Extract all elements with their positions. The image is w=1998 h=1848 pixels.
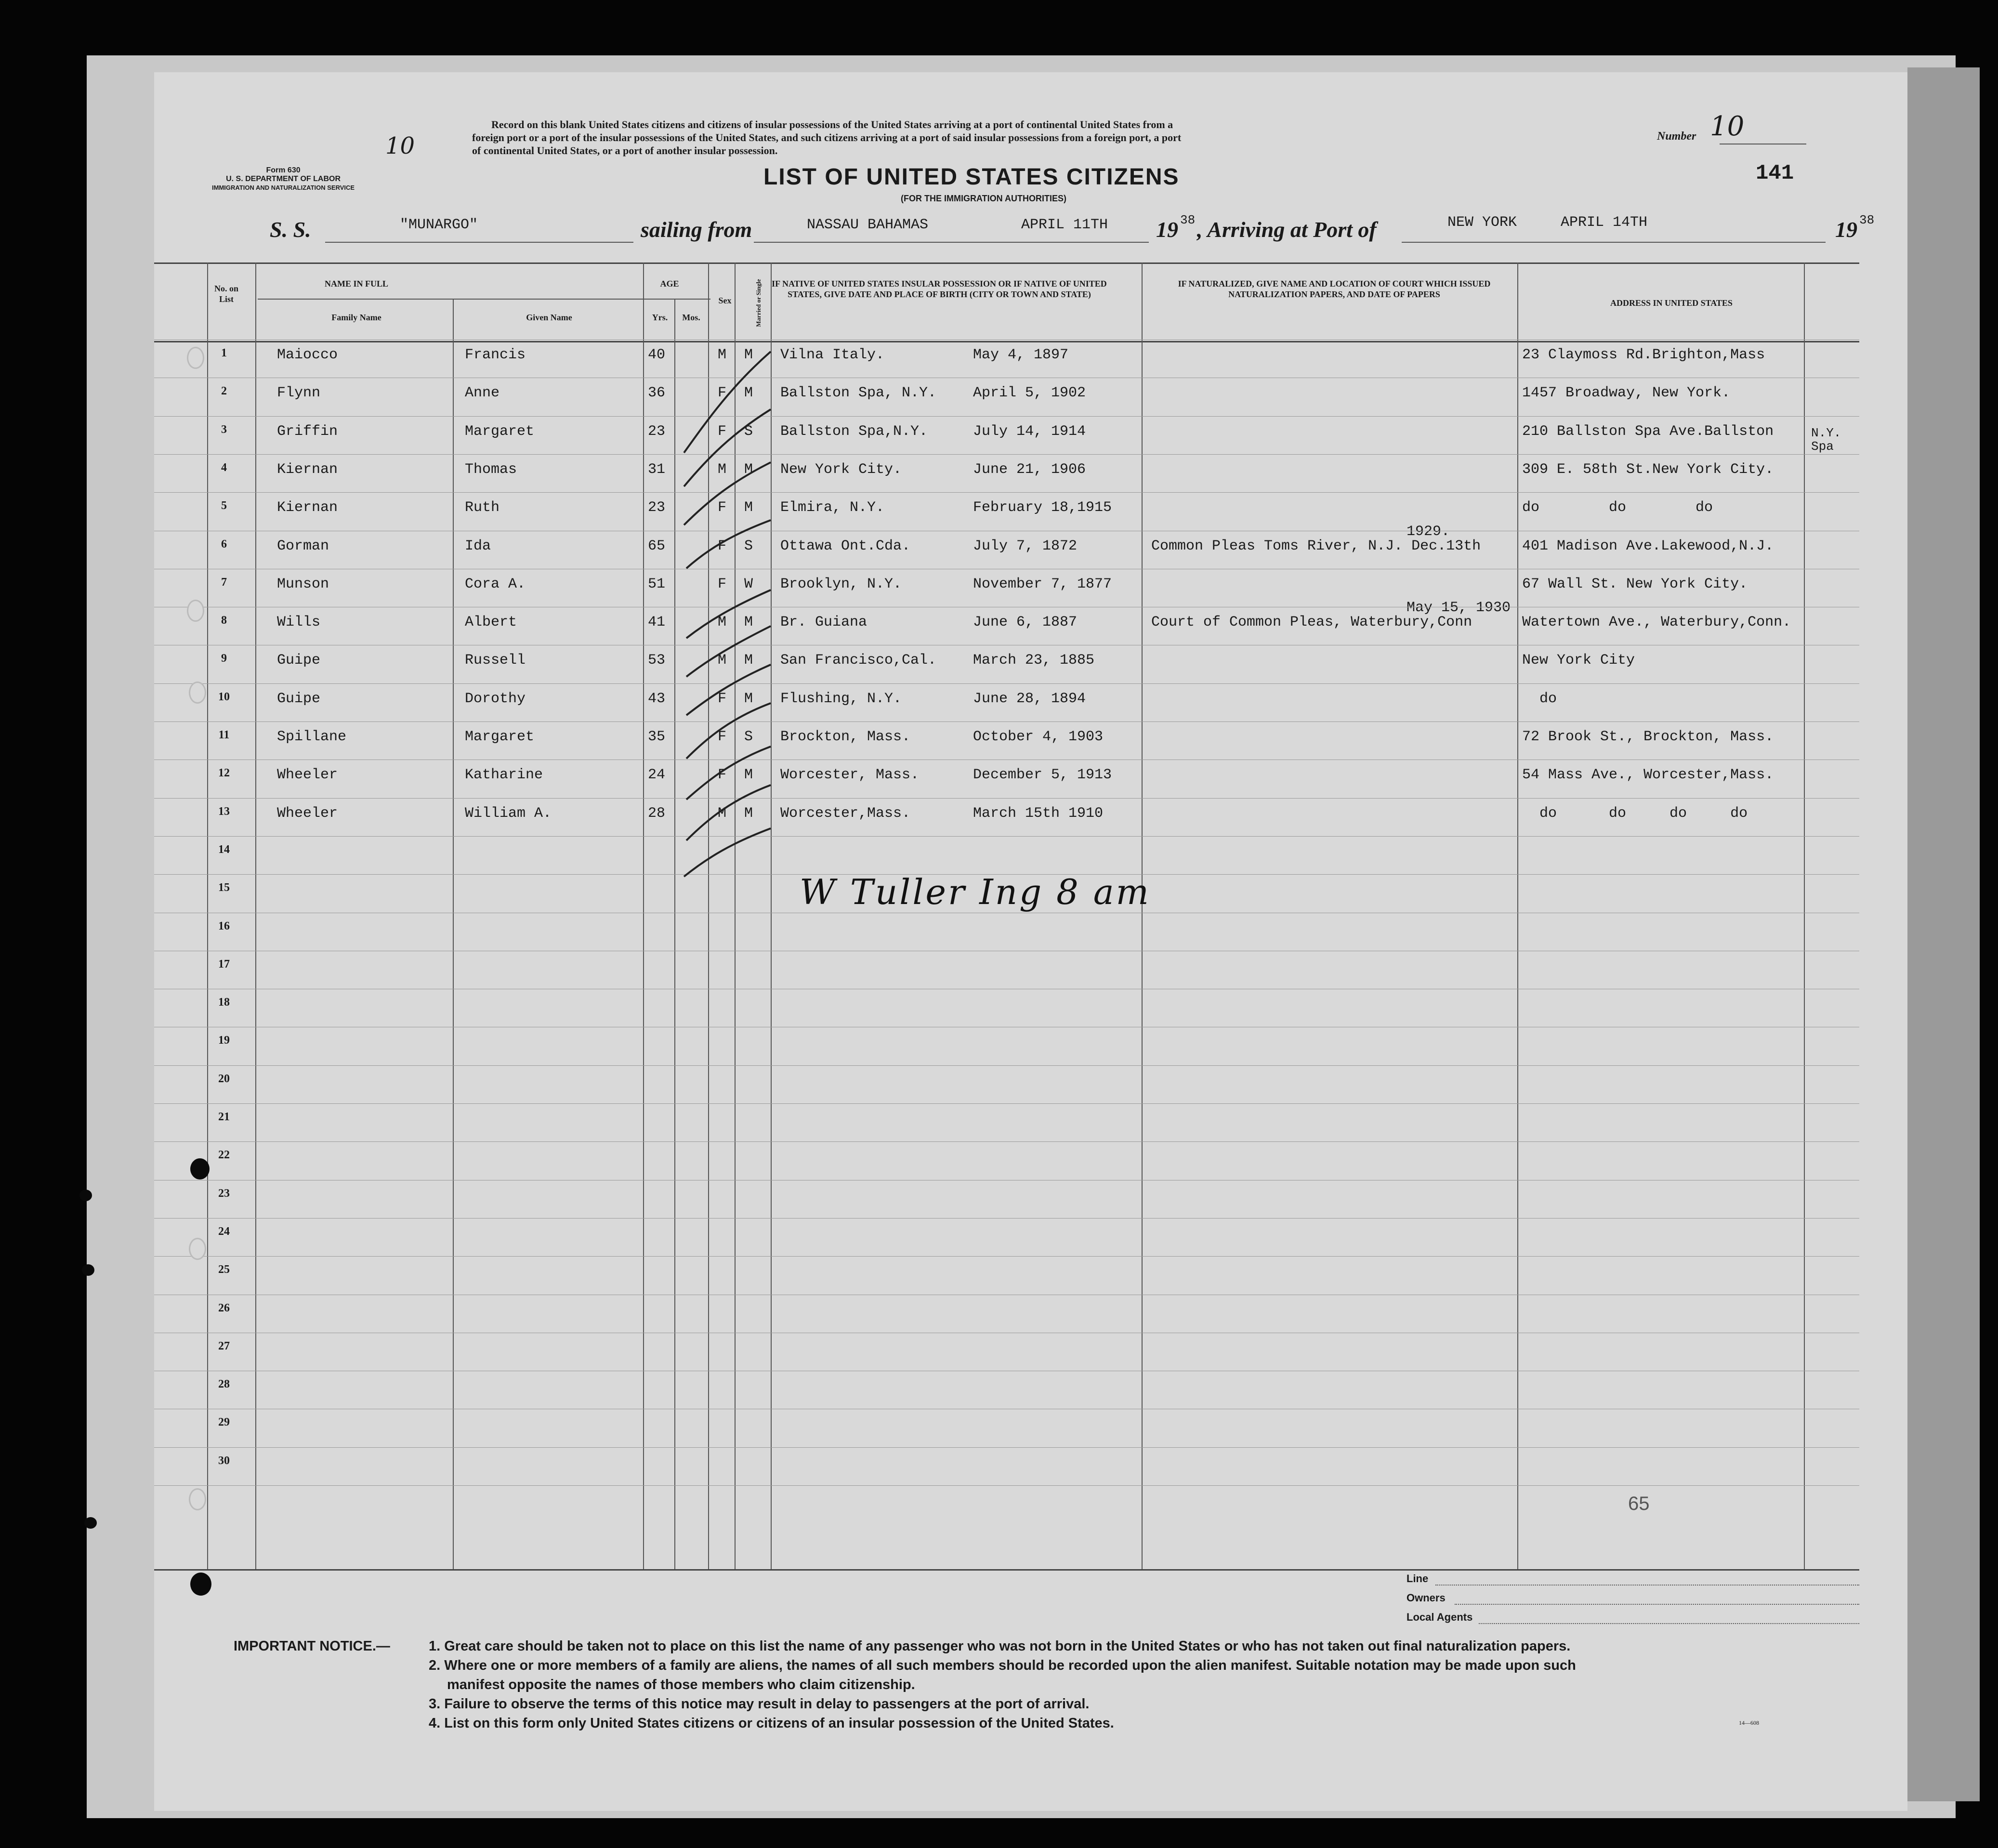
owners-label: Owners [1406,1592,1446,1604]
cell-family: Kiernan [277,461,338,478]
department-name: U. S. DEPARTMENT OF LABOR [226,175,341,183]
cell-sex: M [718,652,727,669]
arrive-underline [1402,242,1826,243]
address-overflow: N.Y. Spa [1811,426,1841,454]
cell-date: October 4, 1903 [973,729,1104,745]
cell-age: 43 [648,690,666,707]
cell-nat-date: May 15, 1930 [1406,600,1511,616]
cell-no: 2 [221,385,227,398]
cell-family: Wheeler [277,805,338,822]
cell-date: July 14, 1914 [973,423,1086,440]
cell-age: 23 [648,499,666,516]
cell-sex: F [718,385,727,402]
cell-family: Guipe [277,690,321,707]
cell-given: Cora A. [465,576,526,592]
row-rule [154,1065,1859,1066]
cell-given: Katharine [465,767,543,784]
binder-ring [189,682,206,704]
corner-stamp: 65 [1628,1493,1650,1514]
tick-mark [684,828,771,877]
cell-family: Griffin [277,423,338,440]
depart-year-prefix: 19 [1156,217,1178,242]
cell-addr: Watertown Ave., Waterbury,Conn. [1522,614,1791,631]
tick-mark [686,520,771,568]
cell-given: Albert [465,614,517,631]
row-rule [154,1256,1859,1257]
cell-place: Ottawa Ont.Cda. [780,537,911,554]
punch-hole [190,1158,210,1180]
header-address: ADDRESS IN UNITED STATES [1610,298,1733,308]
cell-date: March 23, 1885 [973,652,1095,669]
row-number-empty: 26 [218,1301,230,1314]
cell-sex: F [718,576,727,592]
header-married-single: Married or Single [755,279,762,327]
cell-addr: New York City [1522,652,1635,669]
cell-age: 31 [648,461,666,478]
row-rule [154,1141,1859,1142]
header-birth: IF NATIVE OF UNITED STATES INSULAR POSSESSION OR IF NATIVE OF UNITED STATES, GIVE DATE AND PLACE OF BIRTH (CITY OR TOWN AND STATE) [772,279,1107,299]
page-title: LIST OF UNITED STATES CITIZENS [763,164,1180,190]
row-rule [154,798,1859,799]
cell-nat: Court of Common Pleas, Waterbury,Conn [1151,614,1472,631]
binder-ring [187,600,204,622]
row-rule [154,1485,1859,1486]
cell-date: February 18,1915 [973,499,1112,516]
row-rule [154,683,1859,684]
cell-family: Maiocco [277,347,338,363]
cell-age: 40 [648,347,666,363]
row-rule [154,721,1859,722]
cell-given: Margaret [465,729,535,745]
cell-sex: F [718,537,727,554]
row-number-empty: 24 [218,1225,230,1238]
cell-age: 51 [648,576,666,592]
table-rule [453,299,454,1570]
cell-sex: F [718,690,727,707]
form-id-block [212,166,355,192]
line-label: Line [1406,1573,1429,1585]
tick-mark [686,747,771,799]
cell-addr: 23 Claymoss Rd.Brighton,Mass [1522,347,1765,363]
local-agents-label: Local Agents [1406,1611,1473,1623]
tick-mark [684,409,771,486]
row-number-empty: 23 [218,1187,230,1200]
row-number-empty: 30 [218,1454,230,1467]
cell-date: December 5, 1913 [973,767,1112,784]
binding-hole [84,1517,97,1529]
row-number-empty: 21 [218,1111,230,1123]
row-rule [154,1218,1859,1219]
binding-hole [79,1190,92,1201]
service-name: IMMIGRATION AND NATURALIZATION SERVICE [212,184,355,191]
cell-sex: F [718,729,727,745]
header-name-in-full: NAME IN FULL [324,279,388,288]
cell-ms: S [744,729,753,745]
cell-ms: M [744,652,753,669]
header-family-name: Family Name [331,313,381,322]
arrive-date: APRIL 14TH [1561,214,1648,231]
cell-ms: S [744,537,753,554]
cell-addr: 67 Wall St. New York City. [1522,576,1748,592]
tick-mark [686,590,771,638]
cell-sex: M [718,461,727,478]
sailing-from-label: sailing from [641,217,752,242]
cell-place: Elmira, N.Y. [780,499,885,516]
header-no-on-list: No. on List [214,284,238,304]
tick-mark [686,785,771,840]
number-label: Number [1657,130,1696,143]
cell-age: 53 [648,652,666,669]
row-rule [154,416,1859,417]
cell-given: Russell [465,652,526,669]
cell-place: Brooklyn, N.Y. [780,576,902,592]
binder-ring [187,347,204,369]
cell-date: March 15th 1910 [973,805,1104,822]
table-header [154,262,1859,342]
cell-no: 1 [221,347,227,359]
header-naturalized: IF NATURALIZED, GIVE NAME AND LOCATION OF COURT WHICH ISSUED NATURALIZATION PAPERS, AND DATE OF PAPERS [1178,279,1491,299]
manifest-page [154,72,1907,1811]
cell-ms: M [744,461,753,478]
row-rule [154,492,1859,493]
cell-ms: M [744,805,753,822]
cell-addr: 54 Mass Ave., Worcester,Mass. [1522,767,1774,784]
from-underline [754,242,1149,243]
cell-no: 5 [221,499,227,512]
form-instructions [472,118,1181,157]
cell-nat: Common Pleas Toms River, N.J. Dec.13th [1151,537,1481,554]
cell-ms: M [744,614,753,631]
cell-age: 36 [648,385,666,402]
row-number-empty: 29 [218,1416,230,1429]
cell-addr: 210 Ballston Spa Ave.Ballston [1522,423,1774,440]
table-rule [255,262,256,1570]
arrive-year-prefix: 19 [1835,217,1857,242]
binding-hole [82,1264,94,1276]
cell-age: 41 [648,614,666,631]
instruction-line: foreign port or a port of the insular possessions of the United States, and such citizens arriving at a port of said insular possessions from a foreign port, a port [472,131,1182,144]
cell-place: Flushing, N.Y. [780,690,902,707]
notice-item: 1. Great care should be taken not to place on this list the name of any passenger who was not born in the United States or who has not taken out final naturalization papers. [429,1638,1571,1654]
ship-underline [325,242,633,243]
cell-addr: 72 Brook St., Brockton, Mass. [1522,729,1774,745]
instruction-line: of continental United States, or a port of another insular possession. [472,144,778,157]
cell-age: 23 [648,423,666,440]
cell-family: Kiernan [277,499,338,516]
cell-no: 7 [221,576,227,589]
cell-addr: do [1522,690,1557,707]
cell-no: 11 [218,729,230,741]
header-name-divider [258,299,643,300]
header-given-name: Given Name [526,313,572,322]
cell-no: 12 [218,767,230,780]
cell-age: 35 [648,729,666,745]
number-value: 10 [1710,111,1745,142]
underlying-page-edge [1907,67,1980,1801]
cell-place: Brockton, Mass. [780,729,911,745]
cell-no: 10 [218,690,230,703]
cell-ms: S [744,423,753,440]
row-number-empty: 17 [218,957,230,970]
table-bottom-rule [154,1569,1859,1571]
arrive-year: 38 [1859,213,1875,227]
row-number-empty: 18 [218,996,230,1009]
cell-family: Spillane [277,729,347,745]
cell-addr: 401 Madison Ave.Lakewood,N.J. [1522,537,1774,554]
table-rule [1517,262,1518,1570]
tick-mark [684,352,771,453]
row-number-empty: 25 [218,1263,230,1276]
row-number-empty: 19 [218,1034,230,1047]
arrive-port: NEW YORK [1447,214,1517,231]
header-sex: Sex [718,296,732,305]
cell-place: Br. Guiana [780,614,868,631]
cell-no: 8 [221,614,227,627]
row-rule [154,1447,1859,1448]
page-number: 141 [1756,161,1794,185]
cell-place: Worcester,Mass. [780,805,911,822]
from-port: NASSAU BAHAMAS [807,217,929,233]
cell-no: 13 [218,805,230,818]
cell-sex: F [718,423,727,440]
notice-item: manifest opposite the names of those members who claim citizenship. [447,1677,915,1692]
cell-sex: F [718,499,727,516]
form-number: Form 630 [266,166,301,174]
depart-date: APRIL 11TH [1021,217,1108,233]
cell-date: May 4, 1897 [973,347,1069,363]
cell-date: November 7, 1877 [973,576,1112,592]
instruction-line: Record on this blank United States citizens and citizens of insular possessions of the United States arriving at a port of continental United States from a [491,118,1173,131]
cell-given: Ruth [465,499,500,516]
cell-family: Gorman [277,537,329,554]
inspector-signature: W Tuller Ing 8 am [800,872,1151,912]
cell-sex: M [718,805,727,822]
cell-ms: M [744,690,753,707]
cell-ms: M [744,767,753,784]
cell-date: April 5, 1902 [973,385,1086,402]
row-number-empty: 22 [218,1149,230,1162]
binder-ring [189,1238,206,1260]
cell-date: June 28, 1894 [973,690,1086,707]
cell-given: William A. [465,805,552,822]
cell-place: Ballston Spa, N.Y. [780,385,937,402]
row-rule [154,1103,1859,1104]
arriving-label: , Arriving at Port of [1197,217,1377,242]
tick-marks [674,323,800,925]
cell-sex: M [718,347,727,363]
cell-date: June 21, 1906 [973,461,1086,478]
tick-mark [686,626,771,677]
cell-date: July 7, 1872 [973,537,1078,554]
cell-ms: M [744,499,753,516]
cell-place: Vilna Italy. [780,347,885,363]
ss-label: S. S. [270,217,311,242]
notice-heading: IMPORTANT NOTICE.— [234,1638,390,1654]
agents-field [1479,1623,1859,1624]
table-rule [1804,262,1805,1570]
cell-given: Margaret [465,423,535,440]
cell-given: Thomas [465,461,517,478]
cell-family: Wheeler [277,767,338,784]
cell-family: Wills [277,614,321,631]
row-number-empty: 16 [218,919,230,932]
notice-item: 4. List on this form only United States citizens or citizens of an insular possession of the United States. [429,1716,1114,1731]
row-number-empty: 14 [218,843,230,856]
cell-age: 28 [648,805,666,822]
depart-year: 38 [1180,213,1196,227]
cell-ms: M [744,347,753,363]
cell-sex: M [718,614,727,631]
cell-place: Worcester, Mass. [780,767,920,784]
cell-place: San Francisco,Cal. [780,652,937,669]
cell-place: New York City. [780,461,902,478]
row-number-empty: 15 [218,881,230,894]
notice-item: 3. Failure to observe the terms of this notice may result in delay to passengers at the port of arrival. [429,1696,1090,1712]
cell-addr: 1457 Broadway, New York. [1522,385,1731,402]
binder-ring [189,1488,206,1510]
header-mos: Mos. [682,313,700,322]
cell-date: June 6, 1887 [973,614,1078,631]
line-field [1435,1585,1859,1586]
handwritten-ref: 10 [385,132,415,159]
cell-no: 3 [221,423,227,436]
row-number-empty: 28 [218,1378,230,1391]
table-rule [1142,262,1143,1570]
cell-addr: do do do [1522,499,1713,516]
row-rule [154,836,1859,837]
cell-no: 6 [221,537,227,550]
owners-field [1455,1604,1859,1605]
cell-addr: 309 E. 58th St.New York City. [1522,461,1774,478]
row-number-empty: 20 [218,1072,230,1085]
page-subtitle: (FOR THE IMMIGRATION AUTHORITIES) [901,194,1066,203]
notice-list [429,1637,1576,1733]
ship-name: "MUNARGO" [400,217,478,233]
cell-ms: W [744,576,753,592]
row-number-empty: 27 [218,1339,230,1352]
tick-mark [686,703,771,759]
cell-family: Flynn [277,385,321,402]
cell-age: 24 [648,767,666,784]
table-rule [207,262,208,1570]
cell-given: Anne [465,385,500,402]
cell-ms: M [744,385,753,402]
cell-family: Munson [277,576,329,592]
cell-family: Guipe [277,652,321,669]
row-rule [154,454,1859,455]
cell-nat-date: 1929. [1406,523,1450,540]
cell-given: Ida [465,537,491,554]
form-code: 14—608 [1739,1719,1759,1726]
cell-age: 65 [648,537,666,554]
table-rule [643,262,644,1570]
header-age-divider [643,299,710,300]
cell-given: Dorothy [465,690,526,707]
cell-sex: F [718,767,727,784]
cell-given: Francis [465,347,526,363]
header-yrs: Yrs. [652,313,668,322]
cell-no: 4 [221,461,227,474]
cell-addr: do do do do [1522,805,1748,822]
notice-item: 2. Where one or more members of a family are aliens, the names of all such members should be recorded upon the alien manifest. Suitable notation may be made upon such [429,1658,1576,1673]
tick-marks-group [684,352,771,877]
cell-no: 9 [221,652,227,665]
header-age: AGE [660,279,679,288]
punch-hole [190,1573,211,1596]
cell-place: Ballston Spa,N.Y. [780,423,928,440]
